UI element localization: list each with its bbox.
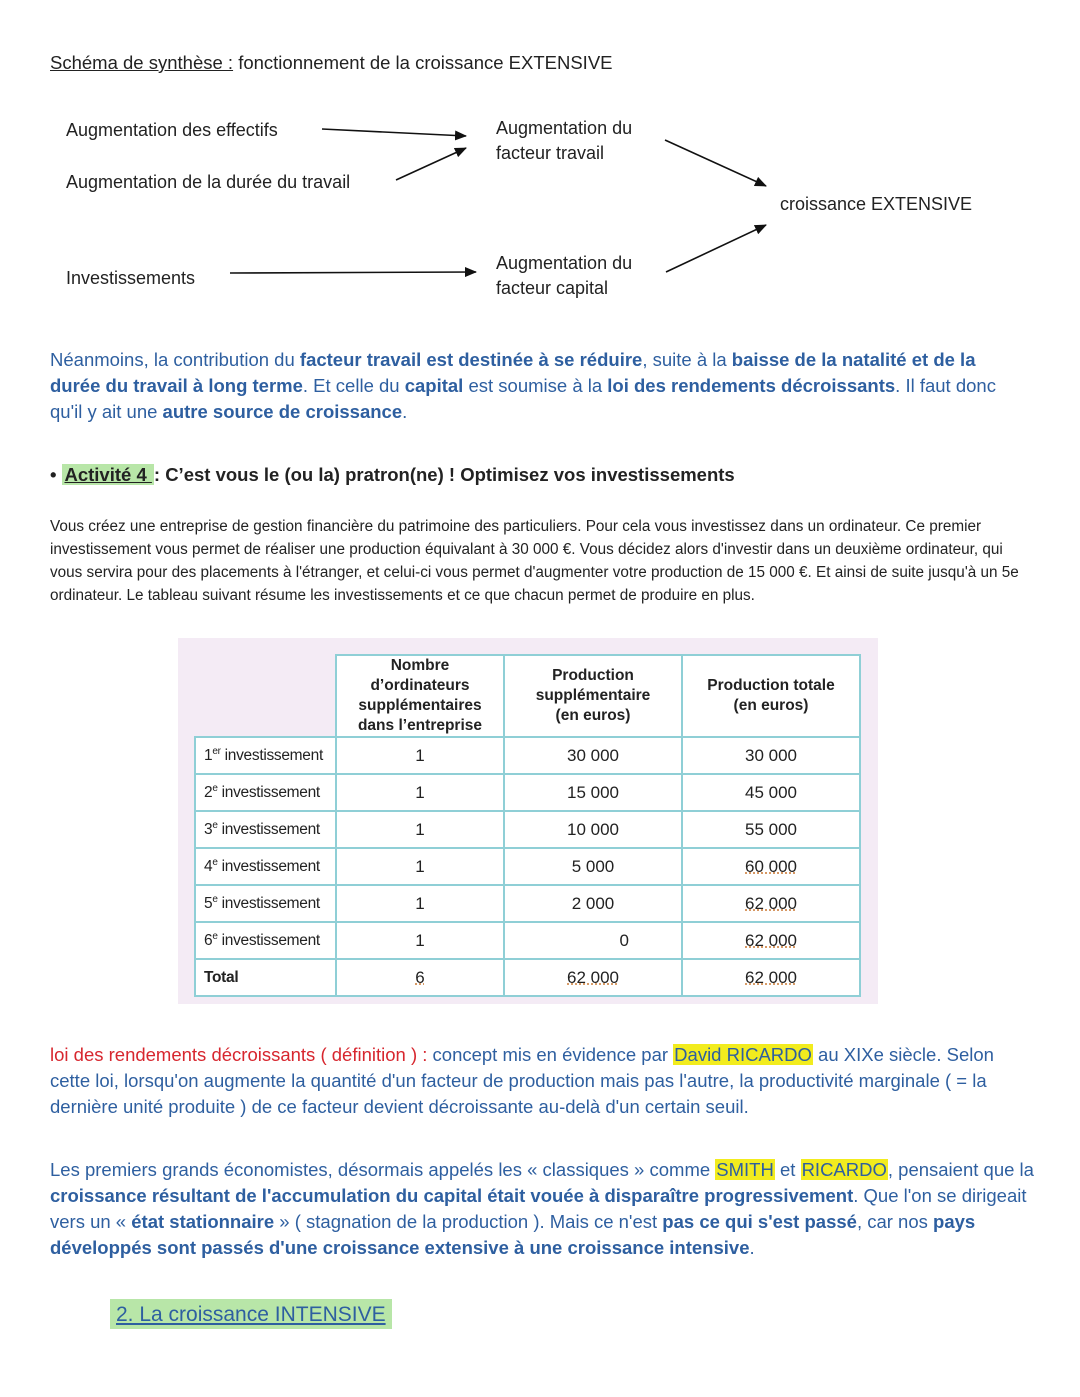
- row-label: 5e investissement: [195, 885, 336, 922]
- paragraph-loi-definition: [50, 1042, 1030, 1120]
- table-header: Production supplémentaire (en euros): [504, 655, 682, 737]
- facteur-capital-line2: facteur capital: [496, 278, 609, 298]
- facteur-travail-line2: facteur travail: [496, 143, 605, 163]
- p1-bold-2: baisse de la natalité et de la durée du travail à long terme: [50, 349, 976, 396]
- investment-table: [194, 654, 861, 997]
- row-label: 4e investissement: [195, 848, 336, 885]
- label-effectifs: Augmentation des effectifs: [66, 120, 278, 140]
- highlight-smith: SMITH: [716, 1159, 774, 1180]
- bullet-icon: •: [50, 464, 57, 485]
- p1-text-5: . Il faut donc qu'il y ait une: [50, 375, 996, 422]
- cell-computers: 1: [336, 774, 504, 811]
- row-label: 3e investissement: [195, 811, 336, 848]
- p2-text-5: » ( stagnation de la production ). Mais ce n'est: [274, 1211, 663, 1232]
- p2-text-2: et: [774, 1159, 801, 1180]
- diagram-arrows: [0, 0, 1080, 320]
- cell-total: 62 000: [682, 922, 860, 959]
- p1-text-2: , suite à la: [642, 349, 732, 370]
- section-heading: [110, 1299, 392, 1329]
- p2-text-3: , pensaient que la: [887, 1159, 1034, 1180]
- cell-computers: 1: [336, 811, 504, 848]
- row-label: 1er investissement: [195, 737, 336, 774]
- table-row-total: [195, 959, 860, 996]
- investment-table-panel: [178, 638, 878, 1004]
- paragraph-contribution: [50, 347, 1025, 425]
- cell-extra: 10 000: [504, 811, 682, 848]
- loi-text-2: au XIXe siècle. Selon cette loi, lorsqu'on augmente la quantité d'un facteur de production mais pas l'autre, la productivité marginale ( = la dernière unité produite ) de ce facteur devient décroissante au-delà d'un certain seuil.: [50, 1044, 994, 1117]
- activity-text: Vous créez une entreprise de gestion financière du patrimoine des particuliers. Pour cela vous investissez dans un ordinateur. Ce premier investissement vous permet de réaliser une production équivalant à 30 000 €. Vous décidez alors d'investir dans un deuxième ordinateur, qui vous servira pour des placements à l'étranger, et celui-ci vous permet d'augmenter votre production de 15 000 €. Et ainsi de suite jusqu'à un 5e ordinateur. Le tableau suivant résume les investissements et ce que chacun permet de produire en plus.: [50, 518, 1019, 604]
- activity-heading: [50, 464, 735, 486]
- p1-text-4: est soumise à la: [463, 375, 608, 396]
- p1-bold-3: capital: [404, 375, 464, 396]
- cell-total: 62 000: [682, 885, 860, 922]
- facteur-capital-line1: Augmentation du: [496, 253, 633, 273]
- highlight-ricardo-2: RICARDO: [801, 1159, 887, 1180]
- cell-computers: 1: [336, 885, 504, 922]
- cell-extra: 62 000: [504, 959, 682, 996]
- p1-text-3: . Et celle du: [302, 375, 405, 396]
- p2-bold-3: pas ce qui s'est passé: [662, 1211, 857, 1232]
- cell-computers: 1: [336, 737, 504, 774]
- table-row: [195, 885, 860, 922]
- loi-text-1: concept mis en évidence par: [427, 1044, 674, 1065]
- cell-computers: 6: [336, 959, 504, 996]
- cell-total: 62 000: [682, 959, 860, 996]
- p2-text-4: . Que l'on se dirigeait vers un «: [50, 1185, 1027, 1232]
- activity-title: : C’est vous le (ou la) pratron(ne) ! Optimisez vos investissements: [153, 464, 735, 485]
- synthesis-title-prefix: Schéma de synthèse :: [50, 52, 234, 73]
- table-header-empty: [195, 655, 336, 737]
- p2-bold-2: état stationnaire: [131, 1211, 275, 1232]
- cell-computers: 1: [336, 922, 504, 959]
- table-row: [195, 774, 860, 811]
- label-croissance-extensive: croissance EXTENSIVE: [780, 194, 973, 214]
- p1-bold-5: autre source de croissance: [162, 401, 403, 422]
- p2-text-1: Les premiers grands économistes, désormais appelés les « classiques » comme: [50, 1159, 716, 1180]
- activity-label: Activité 4: [64, 464, 152, 485]
- row-label: 2e investissement: [195, 774, 336, 811]
- arrow-effectifs: [322, 129, 466, 136]
- p1-text-6: .: [402, 401, 408, 422]
- row-label: Total: [195, 959, 336, 996]
- table-row: [195, 922, 860, 959]
- table-row: [195, 848, 860, 885]
- arrow-duree: [396, 148, 466, 180]
- p2-bold-1: croissance résultant de l'accumulation du capital était vouée à disparaître progressivement: [50, 1185, 854, 1206]
- table-header-row: [195, 655, 860, 737]
- loi-term: loi des rendements décroissants ( définition ) :: [50, 1044, 428, 1065]
- section-title: 2. La croissance INTENSIVE: [116, 1303, 386, 1326]
- p2-text-7: .: [749, 1237, 755, 1258]
- cell-extra: 2 000: [504, 885, 682, 922]
- highlight-ricardo: David RICARDO: [674, 1044, 812, 1065]
- p2-text-6: , car nos: [856, 1211, 934, 1232]
- row-label: 6e investissement: [195, 922, 336, 959]
- p1-bold-1: facteur travail est destinée à se réduire: [299, 349, 643, 370]
- cell-computers: 1: [336, 848, 504, 885]
- cell-total: 60 000: [682, 848, 860, 885]
- facteur-travail-line1: Augmentation du: [496, 118, 633, 138]
- paragraph-classiques: [50, 1157, 1035, 1261]
- arrow-capital-croissance: [666, 225, 766, 272]
- p2-bold-4: pays développés sont passés d'une croissance extensive à une croissance intensive: [50, 1211, 976, 1258]
- cell-extra: 30 000: [504, 737, 682, 774]
- table-header: Production totale (en euros): [682, 655, 860, 737]
- p1-bold-4: loi des rendements décroissants: [607, 375, 896, 396]
- synthesis-title-rest: fonctionnement de la croissance EXTENSIVE: [233, 52, 613, 73]
- table-row: [195, 737, 860, 774]
- cell-extra: 15 000: [504, 774, 682, 811]
- arrow-travail-croissance: [665, 140, 766, 186]
- cell-extra: 5 000: [504, 848, 682, 885]
- table-header: Nombre d’ordinateurs supplémentaires dans l’entreprise: [336, 655, 504, 737]
- arrow-investissements: [230, 272, 476, 273]
- p1-text-1: Néanmoins, la contribution du: [50, 349, 300, 370]
- label-duree: Augmentation de la durée du travail: [66, 172, 351, 192]
- cell-total: 55 000: [682, 811, 860, 848]
- cell-extra: 0: [504, 922, 682, 959]
- cell-total: 30 000: [682, 737, 860, 774]
- label-investissements: Investissements: [66, 268, 196, 288]
- cell-total: 45 000: [682, 774, 860, 811]
- table-row: [195, 811, 860, 848]
